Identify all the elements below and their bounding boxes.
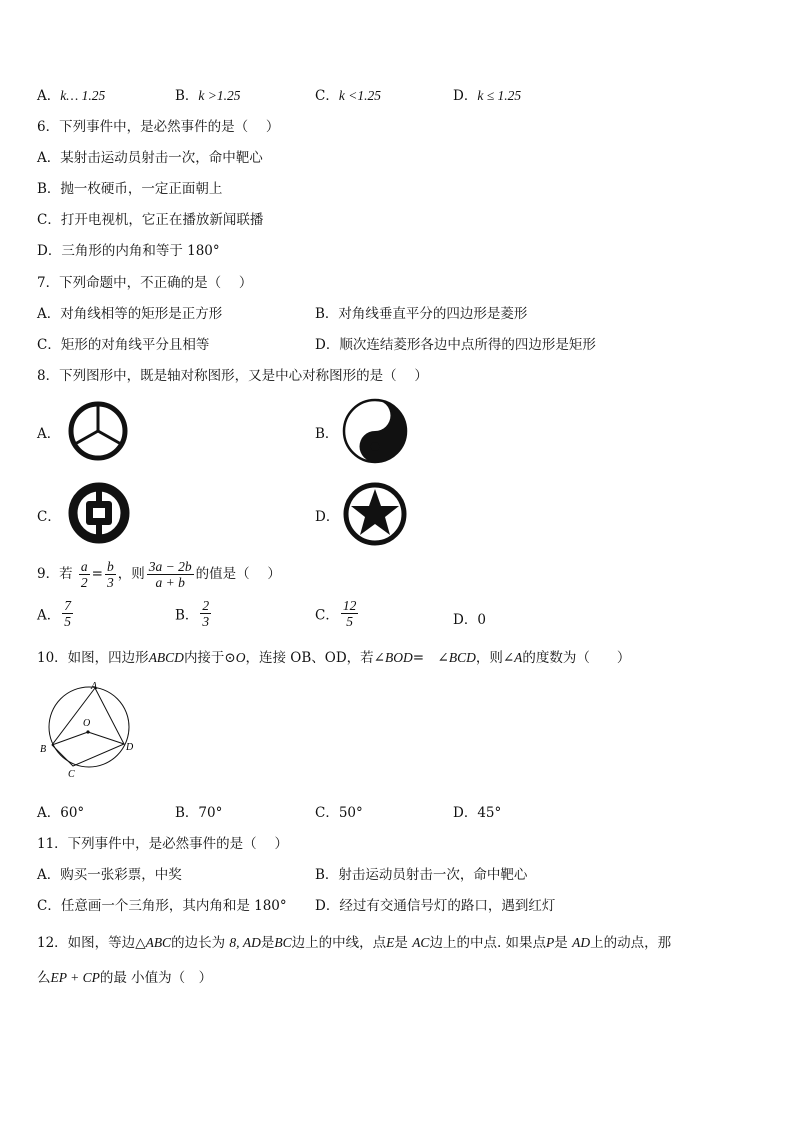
figure-label-o: O (83, 718, 91, 729)
q8-label-d: D． (315, 509, 340, 525)
q10-stem: 10．如图，四边形ABCD内接于⊙O，连接 OB、OD，若∠BOD= ∠BCD，则∠A的度数为（ ） (37, 650, 631, 666)
figure-label-a: A (91, 681, 98, 692)
q9-fraction-b-over-3: $\frac{b}{3}$ (106, 559, 114, 590)
three-spoke-circle-icon (65, 398, 131, 464)
q11-option-c: C．任意画一个三角形，其内角和是 180° (37, 898, 287, 914)
q5-option-a: A．k… 1.25 (37, 88, 106, 104)
q7-stem: 7．下列命题中，不正确的是（ ） (37, 275, 253, 291)
q8-stem: 8．下列图形中，既是轴对称图形，又是中心对称图形的是（ ） (37, 368, 428, 384)
q11-option-d: D．经过有交通信号灯的路口，遇到红灯 (315, 898, 556, 914)
q9-stem (37, 559, 281, 590)
bank-coin-logo-icon (66, 480, 132, 546)
q6-option-c: C．打开电视机，它正在播放新闻联播 (37, 212, 264, 228)
q8-label-a: A． (37, 426, 61, 442)
q9-fraction-expression: $\frac{3a - 2b}{a + b}$ (148, 559, 192, 590)
figure-label-b: B (40, 744, 47, 755)
q9-option-a: A． $\frac{7}{5}$ (37, 598, 71, 629)
figure-label-d: D (126, 742, 134, 753)
q9-option-d: D．0 (453, 612, 486, 628)
q9-prefix: 9．若 (37, 566, 73, 582)
q6-stem: 6．下列事件中，是必然事件的是（ ） (37, 119, 280, 135)
q5-option-c: C．k <1.25 (315, 88, 381, 104)
q11-option-b: B．射击运动员射击一次，命中靶心 (315, 867, 528, 883)
q12-line-2: 么EP + CP的最 小值为（ ） (37, 970, 213, 986)
q7-option-d: D．顺次连结菱形各边中点所得的四边形是矩形 (315, 337, 596, 353)
q9-suffix: 的值是（ ） (195, 566, 281, 582)
q6-option-a: A．某射击运动员射击一次，命中靶心 (37, 150, 263, 166)
q9-fraction-a-over-2: $\frac{a}{2}$ (80, 559, 88, 590)
q10-option-b: B．70° (175, 805, 223, 821)
inscribed-quadrilateral-figure (36, 680, 140, 780)
q5-option-d: D．k ≤ 1.25 (453, 88, 522, 104)
q11-option-a: A．购买一张彩票，中奖 (37, 867, 182, 883)
q6-option-d: D．三角形的内角和等于 180° (37, 243, 220, 259)
q7-option-c: C．矩形的对角线平分且相等 (37, 337, 210, 353)
yin-yang-icon (341, 397, 409, 465)
q9-mid: ，则 (117, 566, 145, 582)
q7-option-b: B．对角线垂直平分的四边形是菱形 (315, 306, 528, 322)
q10-option-c: C．50° (315, 805, 363, 821)
q5-option-b: B．k >1.25 (175, 88, 241, 104)
q8-label-c: C． (37, 509, 61, 525)
q9-option-b: B． $\frac{2}{3}$ (175, 598, 210, 629)
q10-option-d: D．45° (453, 805, 502, 821)
q10-option-a: A．60° (37, 805, 85, 821)
q12-line-1: 12．如图，等边△ABC的边长为 8, AD是BC边上的中线，点E是 AC边上的中点. 如果点P是 AD上的动点，那 (37, 935, 672, 951)
q8-label-b: B． (315, 426, 339, 442)
q9-option-c: C． $\frac{12}{5}$ (315, 598, 357, 629)
q7-option-a: A．对角线相等的矩形是正方形 (37, 306, 223, 322)
q6-option-b: B．抛一枚硬币，一定正面朝上 (37, 181, 223, 197)
q11-stem: 11．下列事件中，是必然事件的是（ ） (37, 836, 288, 852)
figure-label-c: C (68, 769, 75, 780)
star-in-circle-icon (342, 481, 408, 547)
q9-equals: = (91, 566, 103, 582)
